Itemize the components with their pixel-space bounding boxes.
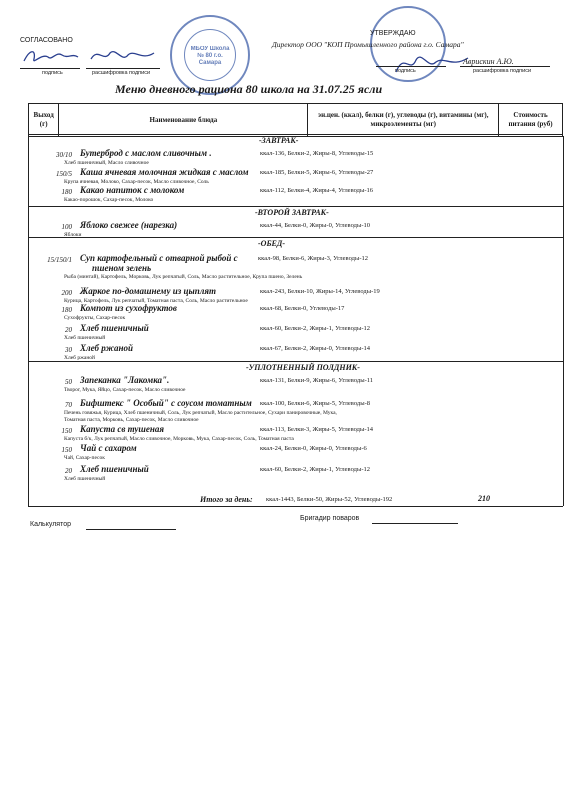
section-title: -ОБЕД- <box>258 239 285 248</box>
header-cost: Стоимость питания (руб) <box>499 104 563 137</box>
item-nutrition: ккал-243, Белки-10, Жиры-14, Углеводы-19 <box>260 288 380 295</box>
item-name: Запеканка "Лакомка". <box>80 375 170 385</box>
item-ingredients: Хлеб пшеничный, Масло сливочное <box>64 160 149 166</box>
item-ingredients: Рыба (минтай), Картофель, Морковь, Лук репчатый, Соль, Масло растительное, Крупа пшено, Зелень <box>64 274 303 280</box>
item-qty: 150 <box>61 446 72 454</box>
page-title: Меню дневного рациона 80 школа на 31.07.25 ясли <box>115 82 383 96</box>
sig-caption-right-1: подпись <box>395 68 416 74</box>
section-title: -ВТОРОЙ ЗАВТРАК- <box>255 208 329 217</box>
stamp-text: МБОУ Школа № 80 г.о. Самара <box>190 46 230 66</box>
calculator-label: Калькулятор <box>30 521 71 528</box>
item-qty: 30 <box>65 346 72 354</box>
header-nutrition: эн.цен. (ккал), белки (г), углеводы (г), витамины (мг), микроэлементы (мг) <box>308 104 499 137</box>
menu-item <box>28 398 563 423</box>
item-ingredients: Чай, Сахар-песок <box>64 455 105 461</box>
item-name: Бутерброд с маслом сливочным . <box>80 148 212 158</box>
item-qty: 50 <box>65 378 72 386</box>
approver-name: Аврискин А.Ю. <box>463 57 514 66</box>
signature-left-2 <box>88 45 158 67</box>
item-qty: 200 <box>61 289 72 297</box>
item-qty: 70 <box>65 401 72 409</box>
item-nutrition: ккал-60, Белки-2, Жиры-1, Углеводы-12 <box>260 325 370 332</box>
item-ingredients: Печень говяжья, Курица, Хлеб пшеничный, Соль, Лук репчатый, Масло растительное, Сухари панировочные, Мука, <box>64 410 337 416</box>
item-name: Хлеб пшеничный <box>80 464 149 474</box>
menu-item <box>28 220 563 242</box>
item-nutrition: ккал-100, Белки-6, Жиры-5, Углеводы-8 <box>260 400 370 407</box>
item-name: Жаркое по-домашнему из цыплят <box>80 286 216 296</box>
item-name: Суп картофельный с отварной рыбой с <box>80 253 238 263</box>
item-name: Хлеб пшеничный <box>80 323 149 333</box>
item-nutrition: ккал-98, Белки-6, Жиры-3, Углеводы-12 <box>258 255 368 262</box>
total-label: Итого за день: <box>200 495 253 504</box>
section-divider <box>28 134 563 135</box>
total-nutrition: ккал-1443, Белки-50, Жиры-52, Углеводы-192 <box>266 496 393 503</box>
item-ingredients: Творог, Мука, Яйцо, Сахар-песок, Масло сливочное <box>64 387 186 393</box>
item-nutrition: ккал-68, Белки-0, Углеводы-17 <box>260 305 345 312</box>
item-ingredients: Яблоки <box>64 232 82 238</box>
item-nutrition: ккал-185, Белки-5, Жиры-6, Углеводы-27 <box>260 169 374 176</box>
section-divider <box>28 361 563 362</box>
item-nutrition: ккал-67, Белки-2, Жиры-0, Углеводы-14 <box>260 345 370 352</box>
item-ingredients: Хлеб пшеничный <box>64 476 106 482</box>
sig-caption-right-2: расшифровка подписи <box>473 68 532 74</box>
item-ingredients-cont: Томатная паста, Морковь, Сахар-песок, Масло сливочное <box>64 417 199 423</box>
menu-item <box>28 253 563 280</box>
item-qty: 30/10 <box>56 151 72 159</box>
item-qty: 15/150/1 <box>47 256 72 264</box>
item-name: Компот из сухофруктов <box>80 303 177 313</box>
item-qty: 20 <box>65 326 72 334</box>
item-qty: 100 <box>61 223 72 231</box>
section-title: -ЗАВТРАК- <box>259 136 299 145</box>
item-qty: 180 <box>61 306 72 314</box>
item-ingredients: Крупа ячневая, Молоко, Сахар-песок, Масло сливочное, Соль <box>64 179 209 185</box>
item-nutrition: ккал-44, Белки-0, Жиры-0, Углеводы-10 <box>260 222 370 229</box>
item-ingredients: Хлеб пшеничный <box>64 335 106 341</box>
menu-item <box>28 185 563 207</box>
item-ingredients: Курица, Картофель, Лук репчатый, Томатная паста, Соль, Масло растительное <box>64 298 248 304</box>
item-ingredients: Сухофрукты, Сахар-песок <box>64 315 126 321</box>
header-dish-name: Наименование блюда <box>59 104 308 137</box>
item-nutrition: ккал-24, Белки-0, Жиры-0, Углеводы-6 <box>260 445 367 452</box>
menu-item <box>28 375 563 397</box>
brigadier-label: Бригадир поваров <box>300 515 360 522</box>
item-ingredients: Капуста б/к, Лук репчатый, Масло сливочное, Морковь, Мука, Сахар-песок, Соль, Томатная паста <box>64 436 294 442</box>
item-name: Какао напиток с молоком <box>80 185 185 195</box>
menu-item <box>28 303 563 325</box>
menu-item <box>28 464 563 486</box>
item-nutrition: ккал-131, Белки-9, Жиры-6, Углеводы-11 <box>260 377 373 384</box>
item-name: Чай с сахаром <box>80 443 137 453</box>
menu-item <box>28 323 563 345</box>
menu-item <box>28 443 563 465</box>
total-cost: 210 <box>478 494 490 503</box>
item-name: Капуста св тушеная <box>80 424 165 434</box>
item-nutrition: ккал-136, Белки-2, Жиры-8, Углеводы-15 <box>260 150 374 157</box>
approve-label: УТВЕРЖДАЮ <box>370 30 416 37</box>
item-name-cont: пшеном зелень <box>92 263 152 273</box>
approved-label: СОГЛАСОВАНО <box>20 37 73 44</box>
header-output: Выход (г) <box>29 104 59 137</box>
section-divider <box>28 206 563 207</box>
item-name: Яблоко свежее (нарезка) <box>80 220 178 230</box>
sig-caption-left-1: подпись <box>42 70 63 76</box>
item-name: Бифштекс " Особый" с соусом томатным <box>80 398 252 408</box>
item-qty: 150 <box>61 427 72 435</box>
item-qty: 180 <box>61 188 72 196</box>
item-ingredients: Хлеб ржаной <box>64 355 95 361</box>
item-name: Каша ячневая молочная жидкая с маслом <box>80 167 249 177</box>
item-ingredients: Какао-порошок, Сахар-песок, Молоко <box>64 197 154 203</box>
item-qty: 150/5 <box>56 170 72 178</box>
item-nutrition: ккал-60, Белки-2, Жиры-1, Углеводы-12 <box>260 466 370 473</box>
menu-table-header <box>28 103 563 137</box>
section-title: -УПЛОТНЕННЫЙ ПОЛДНИК- <box>246 363 360 372</box>
director-title: Директор ООО "КОП Промышленного района г.о. Самара" <box>272 40 464 49</box>
item-qty: 20 <box>65 467 72 475</box>
signature-left-1 <box>22 45 80 67</box>
item-name: Хлеб ржаной <box>80 343 133 353</box>
item-nutrition: ккал-113, Белки-3, Жиры-5, Углеводы-14 <box>260 426 373 433</box>
item-nutrition: ккал-112, Белки-4, Жиры-4, Углеводы-16 <box>260 187 373 194</box>
sig-caption-left-2: расшифровка подписи <box>92 70 151 76</box>
section-divider <box>28 237 563 238</box>
